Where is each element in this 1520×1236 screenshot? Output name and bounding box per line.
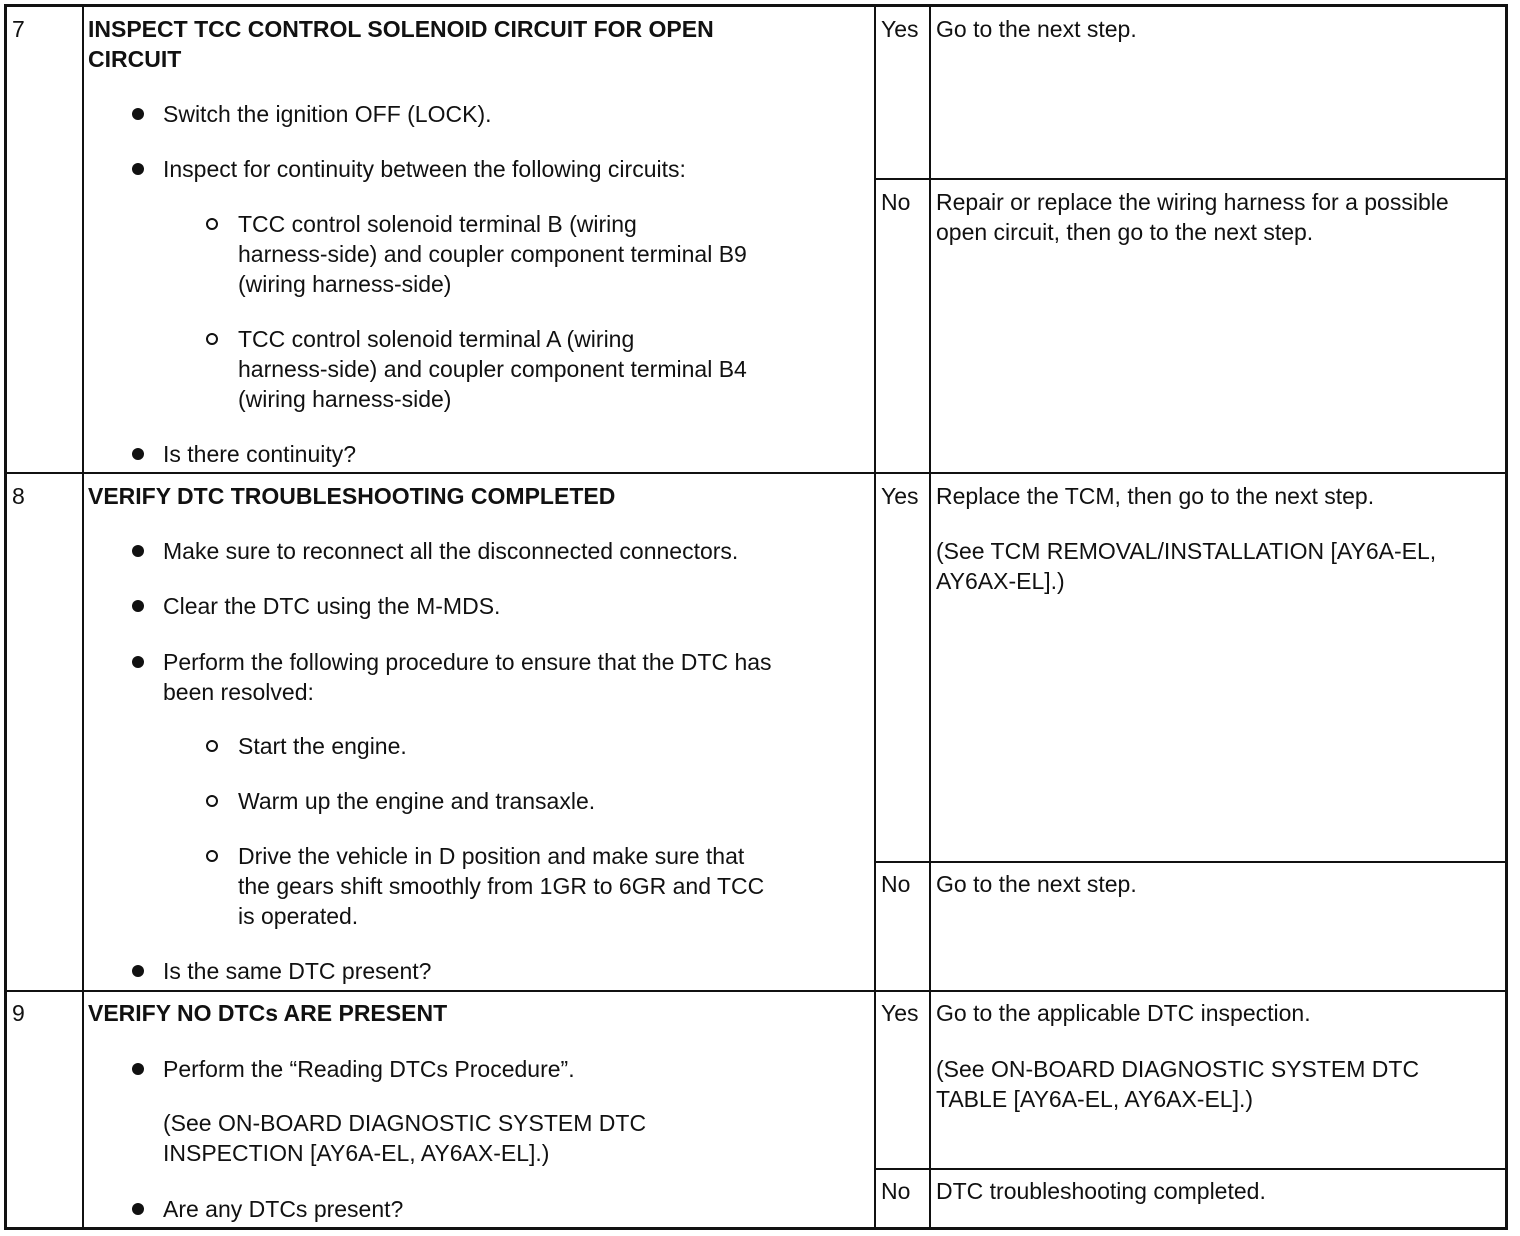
- no-result: Go to the next step.: [936, 871, 1137, 897]
- yes-result: Replace the TCM, then go to the next step.: [936, 483, 1375, 509]
- instruction-item: Switch the ignition OFF (LOCK).: [163, 101, 492, 127]
- yes-label: Yes: [881, 483, 919, 509]
- instruction-item: Make sure to reconnect all the disconnected connectors.: [163, 538, 739, 564]
- result-divider: [874, 178, 1508, 180]
- bullet-icon: [132, 656, 144, 668]
- yes-reference-link[interactable]: (See ON-BOARD DIAGNOSTIC SYSTEM DTC: [936, 1056, 1420, 1082]
- instruction-item: been resolved:: [163, 679, 314, 705]
- sub-item-line: harness-side) and coupler component terminal B9: [238, 241, 747, 267]
- step-title: CIRCUIT: [88, 46, 182, 72]
- sub-bullet-icon: [206, 795, 218, 807]
- sub-item-line: TCC control solenoid terminal B (wiring: [238, 211, 637, 237]
- sub-item-line: is operated.: [238, 903, 359, 929]
- step-number: 9: [12, 1000, 25, 1026]
- bullet-icon: [132, 600, 144, 612]
- yes-reference-link[interactable]: AY6AX-EL].): [936, 568, 1065, 594]
- sub-item-line: the gears shift smoothly from 1GR to 6GR and TCC: [238, 873, 765, 899]
- step-title: INSPECT TCC CONTROL SOLENOID CIRCUIT FOR OPEN: [88, 16, 714, 42]
- sub-item-line: (wiring harness-side): [238, 271, 452, 297]
- column-divider: [82, 4, 84, 1230]
- sub-bullet-icon: [206, 218, 218, 230]
- bullet-icon: [132, 545, 144, 557]
- step-title: VERIFY NO DTCs ARE PRESENT: [88, 1000, 448, 1026]
- instruction-item: Is there continuity?: [163, 441, 357, 467]
- yes-reference-link[interactable]: TABLE [AY6A-EL, AY6AX-EL].): [936, 1086, 1254, 1112]
- no-result: open circuit, then go to the next step.: [936, 219, 1314, 245]
- instruction-item: Inspect for continuity between the following circuits:: [163, 156, 686, 182]
- instruction-item: Are any DTCs present?: [163, 1196, 404, 1222]
- bullet-icon: [132, 448, 144, 460]
- bullet-icon: [132, 1063, 144, 1075]
- no-label: No: [881, 871, 911, 897]
- sub-item-line: Start the engine.: [238, 733, 407, 759]
- row-divider: [4, 472, 1508, 474]
- result-divider: [874, 861, 1508, 863]
- sub-bullet-icon: [206, 740, 218, 752]
- column-divider: [929, 4, 931, 1230]
- yes-result: Go to the next step.: [936, 16, 1137, 42]
- yes-label: Yes: [881, 16, 919, 42]
- reference-link[interactable]: INSPECTION [AY6A-EL, AY6AX-EL].): [163, 1140, 550, 1166]
- step-title: VERIFY DTC TROUBLESHOOTING COMPLETED: [88, 483, 616, 509]
- reference-link[interactable]: (See ON-BOARD DIAGNOSTIC SYSTEM DTC: [163, 1110, 647, 1136]
- bullet-icon: [132, 163, 144, 175]
- result-divider: [874, 1168, 1508, 1170]
- no-label: No: [881, 189, 911, 215]
- instruction-item: Perform the following procedure to ensure that the DTC has: [163, 649, 772, 675]
- yes-reference-link[interactable]: (See TCM REMOVAL/INSTALLATION [AY6A-EL,: [936, 538, 1437, 564]
- sub-bullet-icon: [206, 850, 218, 862]
- yes-result: Go to the applicable DTC inspection.: [936, 1000, 1311, 1026]
- no-result: DTC troubleshooting completed.: [936, 1178, 1266, 1204]
- sub-item-line: Warm up the engine and transaxle.: [238, 788, 596, 814]
- sub-item-line: (wiring harness-side): [238, 386, 452, 412]
- sub-item-line: Drive the vehicle in D position and make sure that: [238, 843, 745, 869]
- bullet-icon: [132, 108, 144, 120]
- instruction-item: Perform the “Reading DTCs Procedure”.: [163, 1056, 575, 1082]
- column-divider: [874, 4, 876, 1230]
- step-number: 7: [12, 16, 25, 42]
- step-number: 8: [12, 483, 25, 509]
- sub-item-line: harness-side) and coupler component terminal B4: [238, 356, 747, 382]
- no-result: Repair or replace the wiring harness for a possible: [936, 189, 1449, 215]
- sub-bullet-icon: [206, 333, 218, 345]
- row-divider: [4, 990, 1508, 992]
- no-label: No: [881, 1178, 911, 1204]
- yes-label: Yes: [881, 1000, 919, 1026]
- bullet-icon: [132, 965, 144, 977]
- instruction-item: Clear the DTC using the M-MDS.: [163, 593, 501, 619]
- sub-item-line: TCC control solenoid terminal A (wiring: [238, 326, 635, 352]
- bullet-icon: [132, 1203, 144, 1215]
- instruction-item: Is the same DTC present?: [163, 958, 432, 984]
